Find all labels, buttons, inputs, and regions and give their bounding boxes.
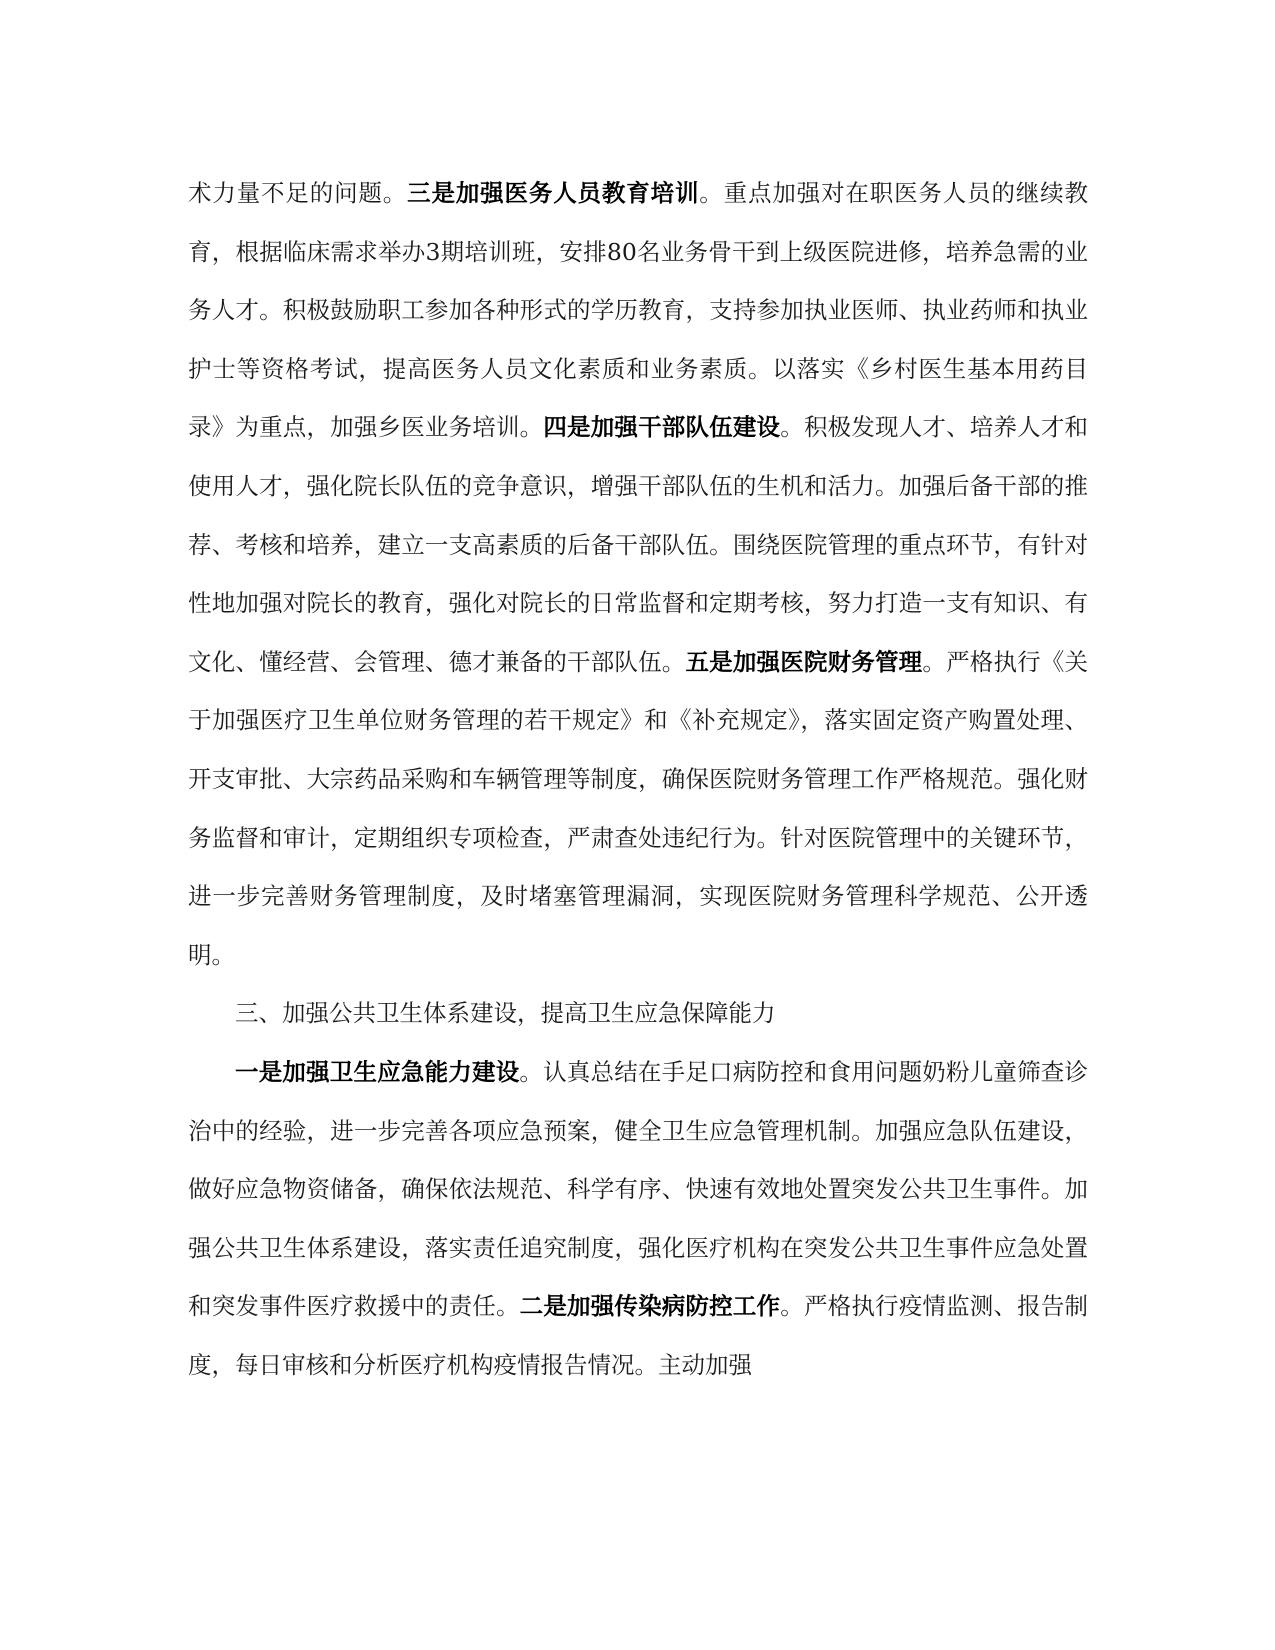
bold-heading-cadre: 四是加强干部队伍建设 [543, 413, 781, 442]
paragraph-emergency-epidemic [188, 1043, 1088, 1395]
text-segment: 。重点加强对在职医务人员的继续教育，根据临床需求举办3期培训班，安排80名业务骨干到上级医院进修，培养急需的业务人才。积极鼓励职工参加各种形式的学历教育，支持参加执业医师、执业药师和执业护士等资格考试，提高医务人员文化素质和业务素质。以落实《乡村医生基本用药目录》为重点，加强乡医业务培训。 [188, 179, 1089, 442]
section-heading: 三、加强公共卫生体系建设，提高卫生应急保障能力 [235, 999, 776, 1028]
text-segment: 。严格执行《关于加强医疗卫生单位财务管理的若干规定》和《补充规定》，落实固定资产购置处理、开支审批、大宗药品采购和车辆管理等制度，确保医院财务管理工作严格规范。强化财务监督和审计，定期组织专项检查，严肃查处违纪行为。针对医院管理中的关键环节，进一步完善财务管理制度，及时堵塞管理漏洞，实现医院财务管理科学规范、公开透明。 [188, 647, 1089, 969]
text-segment: 。严格执行疫情监测、报告制度，每日审核和分析医疗机构疫情报告情况。主动加强 [188, 1292, 1089, 1379]
bold-heading-finance: 五是加强医院财务管理 [685, 647, 923, 676]
paragraph-training-cadre-finance [188, 164, 1088, 984]
bold-heading-epidemic: 二是加强传染病防控工作 [519, 1292, 781, 1321]
text-segment: 。认真总结在手足口病防控和食用问题奶粉儿童筛查诊治中的经验，进一步完善各项应急预案，健全卫生应急管理机制。加强应急队伍建设，做好应急物资储备，确保依法规范、科学有序、快速有效地处置突发公共卫生事件。加强公共卫生体系建设，落实责任追究制度，强化医疗机构在突发公共卫生事件应急处置和突发事件医疗救援中的责任。 [188, 1057, 1089, 1321]
text-segment: 术力量不足的问题。 [188, 179, 408, 207]
text-segment: 。积极发现人才、培养人才和使用人才，强化院长队伍的竞争意识，增强干部队伍的生机和活力。加强后备干部的推荐、考核和培养，建立一支高素质的后备干部队伍。围绕医院管理的重点环节，有针对性地加强对院长的教育，强化对院长的日常监督和定期考核，努力打造一支有知识、有文化、懂经营、会管理、德才兼备的干部队伍。 [188, 413, 1089, 676]
bold-heading-training: 三是加强医务人员教育培训 [407, 179, 700, 207]
bold-heading-emergency: 一是加强卫生应急能力建设 [235, 1057, 520, 1086]
document-body [188, 164, 1088, 1394]
